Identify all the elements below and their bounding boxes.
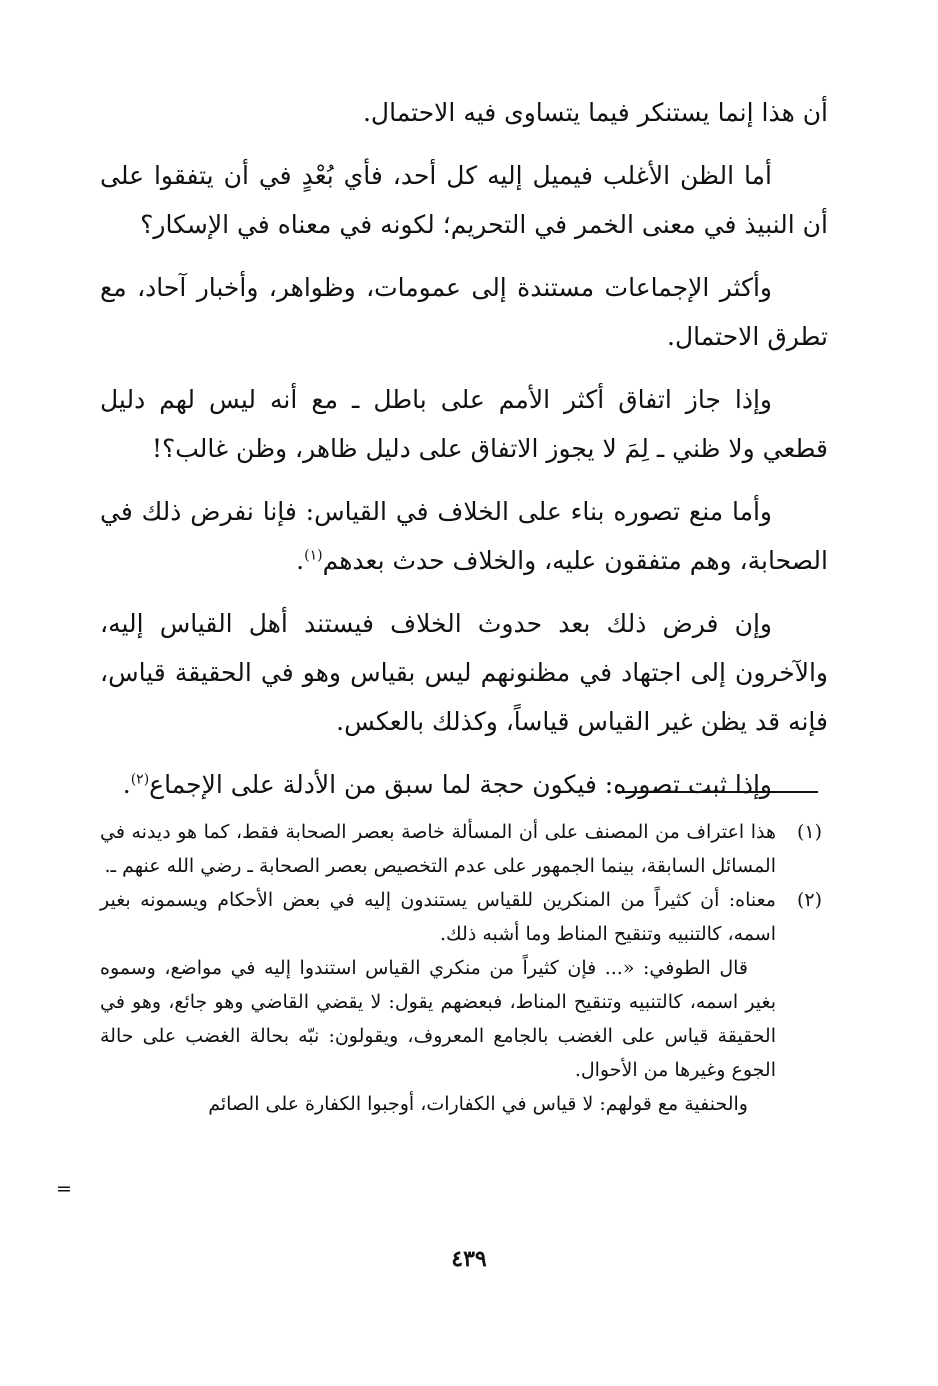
paragraph-5 [100, 487, 828, 585]
footnote-separator [618, 791, 818, 793]
paragraph-1: أن هذا إنما يستنكر فيما يتساوى فيه الاحتمال. [362, 98, 828, 127]
page-number: ٤٣٩ [451, 1246, 487, 1272]
footnote-2-continuation: والحنفية مع قولهم: لا قياس في الكفارات، أوجبوا الكفارة على الصائم [208, 1093, 748, 1115]
footnote-2-text: معناه: أن كثيراً من المنكرين للقياس يستندون إليه في بعض الأحكام ويسمونه بغير اسمه، كالتنبيه وتنقيح المناط وما أشبه ذلك. [100, 889, 776, 945]
paragraph-5-text: وأما منع تصوره بناء على الخلاف في القياس: فإنا نفرض ذلك في الصحابة، وهم متفقون عليه، والخلاف حدث بعدهم [100, 497, 828, 575]
continuation-mark: = [56, 1178, 72, 1200]
footnote-ref-2: (٢) [130, 771, 150, 788]
footnote-2-quote: قال الطوفي: «... فإن كثيراً من منكري القياس استندوا إليه في مواضع، وسموه بغير اسمه، كالتنبيه وتنقيح المناط، فبعضهم يقول: لا يقضي القاضي وهو جائع، وهو في الحقيقة قياس على الغضب بالجامع المعروف، ويقولون: نبّه بحالة الغضب على حالة الجوع وغيرها من الأحوال. [100, 957, 776, 1081]
paragraph-4: وإذا جاز اتفاق أكثر الأمم على باطل ـ مع أنه ليس لهم دليل قطعي ولا ظني ـ لِمَ لا يجوز الاتفاق على دليل ظاهر، وظن غالب؟! [100, 385, 828, 463]
footnote-1 [100, 815, 822, 883]
footnote-1-number: (١) [796, 821, 822, 843]
main-text [100, 88, 828, 823]
footnote-1-text: هذا اعتراف من المصنف على أن المسألة خاصة بعصر الصحابة فقط، كما هو ديدنه في المسائل السابقة، بينما الجمهور على عدم التخصيص بعصر الصحابة ـ رضي الله عنهم ـ. [100, 821, 776, 877]
paragraph-5-end: . [296, 546, 305, 575]
footnotes [100, 815, 822, 1121]
paragraph-7-end: . [122, 770, 131, 799]
paragraph-3: وأكثر الإجماعات مستندة إلى عمومات، وظواهر، وأخبار آحاد، مع تطرق الاحتمال. [100, 273, 828, 351]
paragraph-7-text: وإذا ثبت تصوره: فيكون حجة لما سبق من الأدلة على الإجماع [149, 770, 772, 799]
paragraph-2: أما الظن الأغلب فيميل إليه كل أحد، فأي بُعْدٍ في أن يتفقوا على أن النبيذ في معنى الخمر في التحريم؛ لكونه في معناه في الإسكار؟ [100, 161, 828, 239]
footnote-ref-1: (١) [304, 547, 323, 564]
footnote-2 [100, 883, 822, 1121]
paragraph-7 [100, 760, 828, 809]
footnote-2-number: (٢) [796, 889, 822, 911]
paragraph-6: وإن فرض ذلك بعد حدوث الخلاف فيستند أهل القياس إليه، والآخرون إلى اجتهاد في مظنونهم ليس بقياس وهو في الحقيقة قياس، فإنه قد يظن غير القياس قياساً، وكذلك بالعكس. [100, 609, 828, 736]
